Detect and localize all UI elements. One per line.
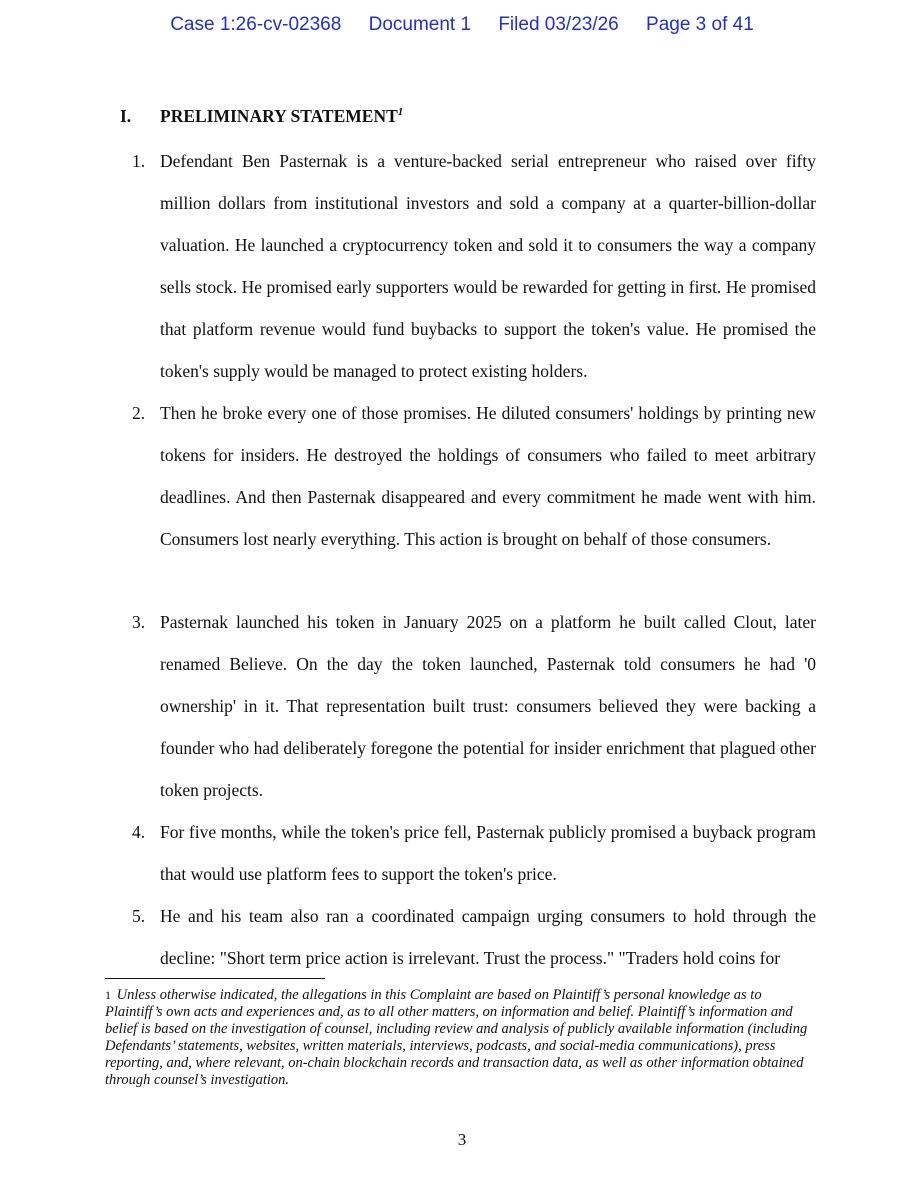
paragraph-4 <box>132 811 816 895</box>
paragraph-text: Pasternak launched his token in January 2025 on a platform he built called Clout, later renamed Believe. On the day the token launched, Pasternak told consumers he had '0 ownership' in it. That representation built trust: consumers believed they were backing a founder who had deliberately foregone the potential for insider enrichment that plagued other token projects. <box>160 612 816 800</box>
section-number: I. <box>120 106 132 126</box>
page-number: 3 <box>457 1130 467 1149</box>
paragraph-number: 2. <box>132 403 146 423</box>
ecf-header <box>0 14 924 36</box>
footnote-mark: 1 <box>105 988 111 1002</box>
paragraph-text: For five months, while the token's price fell, Pasternak publicly promised a buyback program that would use platform fees to support the token's price. <box>160 822 816 884</box>
footnote-text: Unless otherwise indicated, the allegations in this Complaint are based on Plaintiff’s personal knowledge as to Plaintiff’s own acts and experiences and, as to all other matters, on information and belief. Plaintiff’s information and belief is based on the investigation of counsel, including review and analysis of publicly available information (including Defendants’ statements, websites, written materials, interviews, podcasts, and social-media communications), press reporting, and, where relevant, on-chain blockchain records and transaction data, as well as other information obtained through counsel’s investigation. <box>105 987 808 1088</box>
filed-date: Filed 03/23/26 <box>498 14 619 35</box>
page-count: Page 3 of 41 <box>646 14 754 35</box>
paragraph-number: 3. <box>132 612 146 632</box>
paragraph-2 <box>132 392 816 560</box>
case-number: Case 1:26-cv-02368 <box>170 14 342 35</box>
paragraph-text: Then he broke every one of those promises. He diluted consumers' holdings by printing new tokens for insiders. He destroyed the holdings of consumers who failed to meet arbitrary deadlines. And then Pasternak disappeared and every commitment he made went with him. Consumers lost nearly everything. This action is brought on behalf of those consumers. <box>160 403 816 549</box>
footnote-reference: 1 <box>397 106 404 119</box>
paragraph-text: Defendant Ben Pasternak is a venture-backed serial entrepreneur who raised over fifty million dollars from institutional investors and sold a company at a quarter-billion-dollar valuation. He launched a cryptocurrency token and sold it to consumers the way a company sells stock. He promised early supporters would be rewarded for getting in first. He promised that platform revenue would fund buybacks to support the token's value. He promised the token's supply would be managed to protect existing holders. <box>160 151 816 381</box>
section-title: PRELIMINARY STATEMENT <box>160 106 398 126</box>
paragraph-3 <box>132 601 816 811</box>
paragraph-number: 1. <box>132 151 146 171</box>
paragraph-number: 4. <box>132 822 146 842</box>
paragraph-1 <box>132 140 816 392</box>
section-heading <box>120 106 403 127</box>
paragraph-text: He and his team also ran a coordinated campaign urging consumers to hold through the decline: "Short term price action is irrelevant. Trust the process." "Traders hold coins for <box>160 906 816 968</box>
paragraph-5 <box>132 895 816 979</box>
footnote-divider <box>105 978 325 979</box>
paragraph-number: 5. <box>132 906 146 926</box>
document-number: Document 1 <box>368 14 472 35</box>
footnote <box>105 987 821 1089</box>
